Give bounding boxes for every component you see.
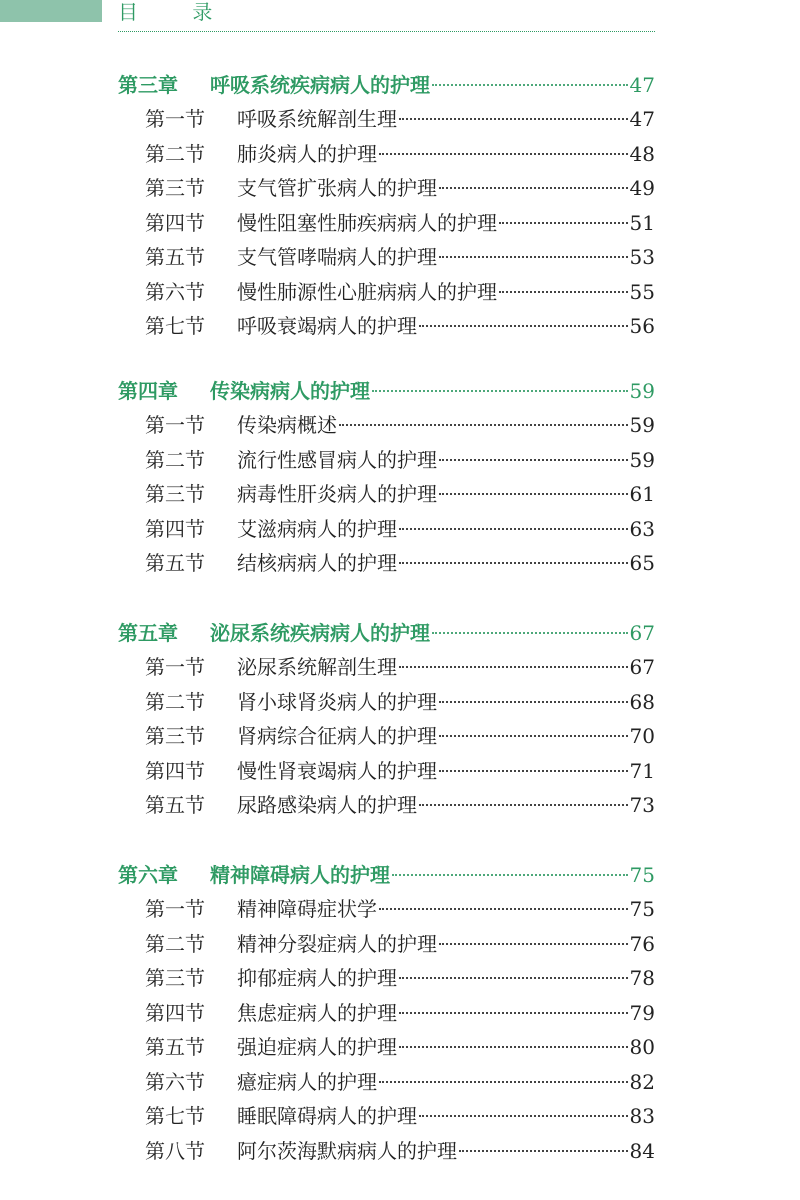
- section-row[interactable]: [145, 1134, 655, 1168]
- section-page-number: 68: [629, 689, 655, 714]
- dot-leader: [432, 632, 628, 634]
- section-number: 第二节: [145, 447, 205, 472]
- section-page-number: 63: [629, 516, 655, 541]
- section-row[interactable]: [145, 788, 655, 822]
- section-row[interactable]: [145, 443, 655, 477]
- section-title: 精神分裂症病人的护理: [237, 931, 437, 956]
- section-title: 抑郁症病人的护理: [237, 966, 397, 990]
- chapter-page-number: 67: [629, 621, 655, 645]
- section-number: 第七节: [145, 1104, 205, 1128]
- header-divider: [118, 31, 655, 32]
- section-row[interactable]: [145, 206, 655, 240]
- dot-leader: [439, 493, 628, 495]
- dot-leader: [439, 256, 628, 258]
- section-row[interactable]: [145, 961, 655, 995]
- section-title: 传染病概述: [237, 413, 337, 437]
- section-number: 第一节: [145, 413, 205, 437]
- section-row[interactable]: [145, 685, 655, 719]
- section-number: 第四节: [145, 516, 205, 541]
- section-row[interactable]: [145, 102, 655, 136]
- section-page-number: 51: [629, 210, 655, 235]
- chapter-title: 传染病病人的护理: [210, 379, 370, 403]
- dot-leader: [439, 187, 628, 189]
- dot-leader: [459, 1150, 628, 1152]
- dot-leader: [399, 528, 628, 530]
- section-page-number: 48: [629, 141, 655, 166]
- section-title: 肾小球肾炎病人的护理: [237, 689, 437, 714]
- section-page-number: 75: [629, 897, 655, 921]
- chapter-number: 第三章: [118, 73, 178, 97]
- chapter-row[interactable]: [118, 858, 655, 892]
- section-title: 癔症病人的护理: [237, 1069, 377, 1094]
- section-title: 病毒性肝炎病人的护理: [237, 482, 437, 506]
- section-number: 第一节: [145, 897, 205, 921]
- section-page-number: 61: [629, 482, 655, 506]
- section-title: 慢性肺源性心脏病病人的护理: [237, 279, 497, 304]
- section-row[interactable]: [145, 240, 655, 274]
- chapter-row[interactable]: [118, 68, 655, 102]
- section-number: 第二节: [145, 931, 205, 956]
- header-tab-bar: [0, 0, 102, 22]
- section-title: 肺炎病人的护理: [237, 141, 377, 166]
- dot-leader: [499, 222, 628, 224]
- section-row[interactable]: [145, 275, 655, 309]
- section-page-number: 53: [629, 245, 655, 269]
- section-page-number: 73: [629, 793, 655, 817]
- page-title: 目 录: [118, 0, 237, 24]
- section-title: 睡眠障碍病人的护理: [237, 1104, 417, 1128]
- section-title: 呼吸衰竭病人的护理: [237, 314, 417, 338]
- section-row[interactable]: [145, 309, 655, 343]
- section-page-number: 59: [629, 447, 655, 472]
- section-number: 第三节: [145, 482, 205, 506]
- section-title: 精神障碍症状学: [237, 897, 377, 921]
- section-number: 第二节: [145, 141, 205, 166]
- section-title: 阿尔茨海默病病人的护理: [237, 1138, 457, 1163]
- section-title: 艾滋病病人的护理: [237, 516, 397, 541]
- section-number: 第五节: [145, 551, 205, 575]
- section-row[interactable]: [145, 1030, 655, 1064]
- dot-leader: [419, 1115, 628, 1117]
- section-page-number: 49: [629, 176, 655, 200]
- section-title: 肾病综合征病人的护理: [237, 724, 437, 748]
- dot-leader: [399, 118, 628, 120]
- section-row[interactable]: [145, 408, 655, 442]
- section-page-number: 70: [629, 724, 655, 748]
- section-number: 第三节: [145, 176, 205, 200]
- dot-leader: [419, 804, 628, 806]
- chapter-row[interactable]: [118, 616, 655, 650]
- dot-leader: [379, 153, 628, 155]
- section-title: 尿路感染病人的护理: [237, 793, 417, 817]
- chapter-title: 泌尿系统疾病病人的护理: [210, 621, 430, 645]
- section-number: 第五节: [145, 245, 205, 269]
- dot-leader: [439, 943, 628, 945]
- section-page-number: 55: [629, 279, 655, 304]
- section-title: 呼吸系统解剖生理: [237, 107, 397, 131]
- chapter-number: 第五章: [118, 621, 178, 645]
- section-row[interactable]: [145, 477, 655, 511]
- chapter-page-number: 75: [629, 863, 655, 887]
- section-row[interactable]: [145, 927, 655, 961]
- section-number: 第五节: [145, 793, 205, 817]
- dot-leader: [379, 1081, 628, 1083]
- dot-leader: [499, 291, 628, 293]
- dot-leader: [399, 666, 628, 668]
- section-page-number: 76: [629, 931, 655, 956]
- chapter-title: 呼吸系统疾病病人的护理: [210, 73, 430, 97]
- dot-leader: [392, 874, 628, 876]
- dot-leader: [419, 325, 628, 327]
- dot-leader: [399, 1012, 628, 1014]
- section-number: 第六节: [145, 1069, 205, 1094]
- section-row[interactable]: [145, 719, 655, 753]
- section-page-number: 84: [629, 1138, 655, 1163]
- section-row[interactable]: [145, 754, 655, 788]
- section-title: 焦虑症病人的护理: [237, 1000, 397, 1025]
- chapter-row[interactable]: [118, 374, 655, 408]
- section-title: 流行性感冒病人的护理: [237, 447, 437, 472]
- section-title: 结核病病人的护理: [237, 551, 397, 575]
- section-number: 第三节: [145, 724, 205, 748]
- section-number: 第三节: [145, 966, 205, 990]
- section-title: 慢性肾衰竭病人的护理: [237, 758, 437, 783]
- section-title: 支气管哮喘病人的护理: [237, 245, 437, 269]
- chapter-page-number: 59: [629, 379, 655, 403]
- chapter-page-number: 47: [629, 73, 655, 97]
- section-row[interactable]: [145, 650, 655, 684]
- chapter-number: 第四章: [118, 379, 178, 403]
- dot-leader: [439, 770, 628, 772]
- section-number: 第二节: [145, 689, 205, 714]
- section-page-number: 78: [629, 966, 655, 990]
- section-row[interactable]: [145, 137, 655, 171]
- section-page-number: 71: [629, 758, 655, 783]
- dot-leader: [372, 390, 628, 392]
- dot-leader: [439, 459, 628, 461]
- dot-leader: [339, 424, 628, 426]
- dot-leader: [399, 562, 628, 564]
- section-title: 泌尿系统解剖生理: [237, 655, 397, 679]
- section-number: 第八节: [145, 1138, 205, 1163]
- section-page-number: 65: [629, 551, 655, 575]
- section-title: 慢性阻塞性肺疾病病人的护理: [237, 210, 497, 235]
- section-row[interactable]: [145, 546, 655, 580]
- section-row[interactable]: [145, 171, 655, 205]
- dot-leader: [399, 977, 628, 979]
- chapter-number: 第六章: [118, 863, 178, 887]
- section-row[interactable]: [145, 1099, 655, 1133]
- section-page-number: 56: [629, 314, 655, 338]
- section-row[interactable]: [145, 512, 655, 546]
- section-row[interactable]: [145, 996, 655, 1030]
- section-page-number: 67: [629, 655, 655, 679]
- dot-leader: [399, 1046, 628, 1048]
- section-row[interactable]: [145, 892, 655, 926]
- section-row[interactable]: [145, 1065, 655, 1099]
- section-page-number: 79: [629, 1000, 655, 1025]
- section-number: 第四节: [145, 1000, 205, 1025]
- section-number: 第五节: [145, 1035, 205, 1059]
- chapter-title: 精神障碍病人的护理: [210, 863, 390, 887]
- section-page-number: 59: [629, 413, 655, 437]
- section-page-number: 80: [629, 1035, 655, 1059]
- dot-leader: [379, 908, 628, 910]
- section-page-number: 47: [629, 107, 655, 131]
- section-page-number: 82: [629, 1069, 655, 1094]
- section-title: 支气管扩张病人的护理: [237, 176, 437, 200]
- section-number: 第四节: [145, 758, 205, 783]
- section-number: 第六节: [145, 279, 205, 304]
- section-number: 第一节: [145, 655, 205, 679]
- dot-leader: [439, 735, 628, 737]
- section-title: 强迫症病人的护理: [237, 1035, 397, 1059]
- section-page-number: 83: [629, 1104, 655, 1128]
- dot-leader: [439, 701, 628, 703]
- dot-leader: [432, 84, 628, 86]
- section-number: 第七节: [145, 314, 205, 338]
- section-number: 第一节: [145, 107, 205, 131]
- section-number: 第四节: [145, 210, 205, 235]
